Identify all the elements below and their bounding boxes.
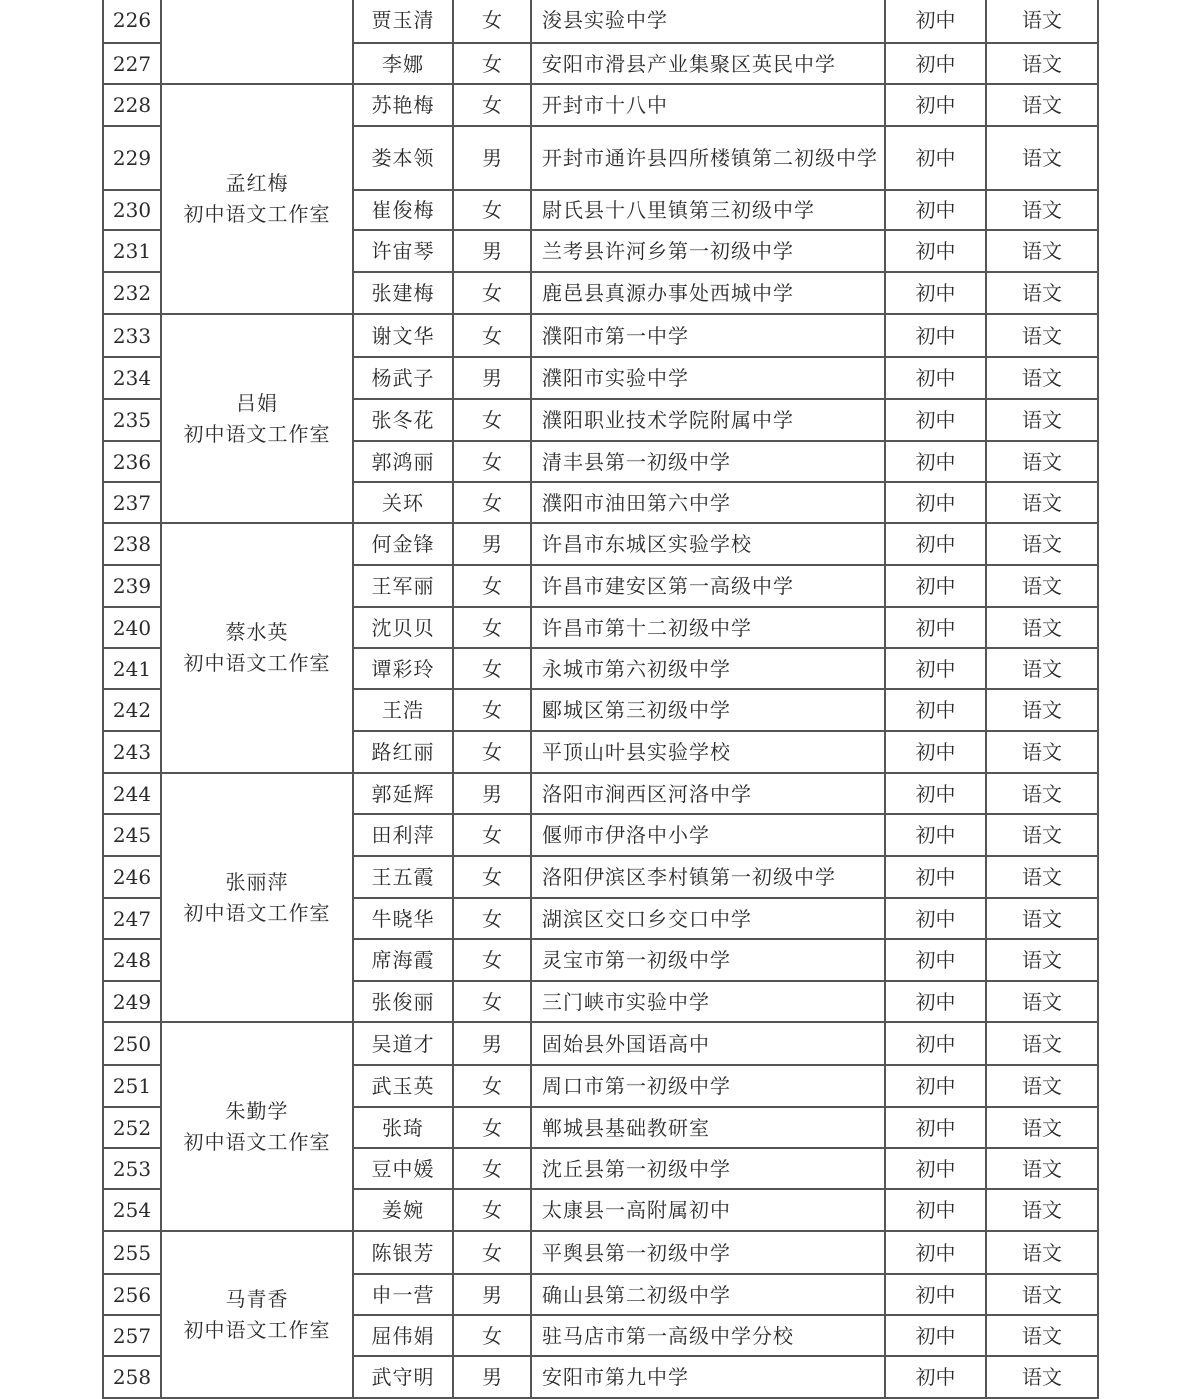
- member-level: 初中: [885, 523, 986, 565]
- member-gender: 女: [453, 1231, 531, 1274]
- member-subject: 语文: [986, 1189, 1098, 1231]
- studio-cell: [161, 1022, 353, 1231]
- member-gender: 女: [453, 898, 531, 939]
- member-school: 沈丘县第一初级中学: [531, 1148, 885, 1189]
- member-subject: 语文: [986, 856, 1098, 898]
- member-subject: 语文: [986, 731, 1098, 773]
- studio-cell: [161, 84, 353, 314]
- member-name: 许宙琴: [353, 230, 453, 272]
- member-gender: 男: [453, 126, 531, 190]
- member-school: 许昌市东城区实验学校: [531, 523, 885, 565]
- member-gender: 女: [453, 1107, 531, 1148]
- member-school: 浚县实验中学: [531, 0, 885, 43]
- studio-cell: [161, 773, 353, 1022]
- member-school: 郸城县基础教研室: [531, 1107, 885, 1148]
- member-gender: 女: [453, 84, 531, 126]
- member-name: 武玉英: [353, 1065, 453, 1107]
- table-row: [103, 314, 1098, 357]
- studio-leader: 吕娟: [236, 390, 278, 415]
- row-number: 237: [103, 482, 161, 523]
- member-name: 郭延辉: [353, 773, 453, 814]
- member-school: 灵宝市第一初级中学: [531, 939, 885, 981]
- member-school: 开封市十八中: [531, 84, 885, 126]
- member-school: 平舆县第一初级中学: [531, 1231, 885, 1274]
- table-row: [103, 84, 1098, 126]
- member-subject: 语文: [986, 84, 1098, 126]
- studio-leader: 张丽萍: [225, 869, 289, 894]
- member-gender: 男: [453, 773, 531, 814]
- member-gender: 女: [453, 399, 531, 441]
- studio-title: 初中语文工作室: [183, 202, 331, 226]
- member-name: 谭彩玲: [353, 648, 453, 689]
- row-number: 253: [103, 1148, 161, 1189]
- member-school: 永城市第六初级中学: [531, 648, 885, 689]
- member-level: 初中: [885, 1315, 986, 1356]
- member-level: 初中: [885, 482, 986, 523]
- member-gender: 女: [453, 1315, 531, 1356]
- member-school: 濮阳市实验中学: [531, 357, 885, 399]
- row-number: 247: [103, 898, 161, 939]
- member-subject: 语文: [986, 126, 1098, 190]
- member-name: 张建梅: [353, 272, 453, 314]
- member-name: 王军丽: [353, 565, 453, 607]
- table-row: [103, 523, 1098, 565]
- member-level: 初中: [885, 84, 986, 126]
- member-level: 初中: [885, 856, 986, 898]
- row-number: 255: [103, 1231, 161, 1274]
- member-level: 初中: [885, 441, 986, 482]
- member-gender: 女: [453, 981, 531, 1022]
- member-name: 郭鸿丽: [353, 441, 453, 482]
- member-level: 初中: [885, 126, 986, 190]
- member-gender: 女: [453, 648, 531, 689]
- member-gender: 女: [453, 43, 531, 84]
- member-subject: 语文: [986, 482, 1098, 523]
- member-level: 初中: [885, 981, 986, 1022]
- member-gender: 女: [453, 272, 531, 314]
- member-gender: 女: [453, 314, 531, 357]
- member-name: 张琦: [353, 1107, 453, 1148]
- member-school: 洛阳伊滨区李村镇第一初级中学: [531, 856, 885, 898]
- member-gender: 男: [453, 1274, 531, 1315]
- member-subject: 语文: [986, 814, 1098, 856]
- member-gender: 男: [453, 230, 531, 272]
- row-number: 230: [103, 190, 161, 230]
- member-school: 洛阳市涧西区河洛中学: [531, 773, 885, 814]
- member-gender: 女: [453, 731, 531, 773]
- studio-cell: [161, 523, 353, 773]
- member-school: 鹿邑县真源办事处西城中学: [531, 272, 885, 314]
- member-subject: 语文: [986, 523, 1098, 565]
- member-school: 许昌市第十二初级中学: [531, 607, 885, 648]
- member-gender: 男: [453, 1356, 531, 1398]
- member-school: 偃师市伊洛中小学: [531, 814, 885, 856]
- member-subject: 语文: [986, 1274, 1098, 1315]
- member-subject: 语文: [986, 607, 1098, 648]
- member-subject: 语文: [986, 1356, 1098, 1398]
- member-level: 初中: [885, 272, 986, 314]
- member-school: 安阳市滑县产业集聚区英民中学: [531, 43, 885, 84]
- member-level: 初中: [885, 689, 986, 731]
- row-number: 249: [103, 981, 161, 1022]
- roster-table: [102, 0, 1099, 1399]
- member-school: 濮阳市第一中学: [531, 314, 885, 357]
- member-name: 李娜: [353, 43, 453, 84]
- member-subject: 语文: [986, 1148, 1098, 1189]
- member-subject: 语文: [986, 43, 1098, 84]
- member-gender: 女: [453, 939, 531, 981]
- member-subject: 语文: [986, 314, 1098, 357]
- member-gender: 男: [453, 1022, 531, 1065]
- member-level: 初中: [885, 399, 986, 441]
- member-name: 席海霞: [353, 939, 453, 981]
- row-number: 239: [103, 565, 161, 607]
- member-name: 吴道才: [353, 1022, 453, 1065]
- row-number: 242: [103, 689, 161, 731]
- member-name: 姜婉: [353, 1189, 453, 1231]
- studio-leader: 孟红梅: [225, 171, 289, 195]
- row-number: 234: [103, 357, 161, 399]
- row-number: 231: [103, 230, 161, 272]
- row-number: 254: [103, 1189, 161, 1231]
- member-name: 贾玉清: [353, 0, 453, 43]
- row-number: 251: [103, 1065, 161, 1107]
- member-level: 初中: [885, 43, 986, 84]
- table-row: [103, 1231, 1098, 1274]
- member-gender: 女: [453, 565, 531, 607]
- row-number: 233: [103, 314, 161, 357]
- member-level: 初中: [885, 731, 986, 773]
- member-subject: 语文: [986, 0, 1098, 43]
- member-school: 驻马店市第一高级中学分校: [531, 1315, 885, 1356]
- member-school: 郾城区第三初级中学: [531, 689, 885, 731]
- member-gender: 女: [453, 856, 531, 898]
- member-gender: 女: [453, 689, 531, 731]
- member-school: 确山县第二初级中学: [531, 1274, 885, 1315]
- member-subject: 语文: [986, 190, 1098, 230]
- studio-cell: [161, 1231, 353, 1398]
- member-level: 初中: [885, 814, 986, 856]
- row-number: 258: [103, 1356, 161, 1398]
- row-number: 229: [103, 126, 161, 190]
- member-subject: 语文: [986, 565, 1098, 607]
- table-row: [103, 0, 1098, 43]
- member-name: 田利萍: [353, 814, 453, 856]
- studio-cell: [161, 314, 353, 523]
- member-name: 何金锋: [353, 523, 453, 565]
- member-level: 初中: [885, 648, 986, 689]
- member-level: 初中: [885, 230, 986, 272]
- member-level: 初中: [885, 565, 986, 607]
- member-gender: 男: [453, 357, 531, 399]
- table-row: [103, 1022, 1098, 1065]
- member-school: 周口市第一初级中学: [531, 1065, 885, 1107]
- member-gender: 女: [453, 814, 531, 856]
- member-level: 初中: [885, 1022, 986, 1065]
- member-level: 初中: [885, 939, 986, 981]
- member-level: 初中: [885, 1189, 986, 1231]
- member-subject: 语文: [986, 939, 1098, 981]
- studio-title: 初中语文工作室: [183, 1129, 331, 1154]
- member-school: 太康县一高附属初中: [531, 1189, 885, 1231]
- member-name: 张俊丽: [353, 981, 453, 1022]
- member-gender: 男: [453, 523, 531, 565]
- row-number: 250: [103, 1022, 161, 1065]
- row-number: 256: [103, 1274, 161, 1315]
- member-level: 初中: [885, 0, 986, 43]
- member-school: 固始县外国语高中: [531, 1022, 885, 1065]
- member-subject: 语文: [986, 357, 1098, 399]
- member-level: 初中: [885, 1274, 986, 1315]
- member-name: 牛晓华: [353, 898, 453, 939]
- member-level: 初中: [885, 1148, 986, 1189]
- row-number: 252: [103, 1107, 161, 1148]
- member-subject: 语文: [986, 1065, 1098, 1107]
- member-subject: 语文: [986, 981, 1098, 1022]
- member-name: 谢文华: [353, 314, 453, 357]
- member-school: 兰考县许河乡第一初级中学: [531, 230, 885, 272]
- member-name: 王浩: [353, 689, 453, 731]
- member-subject: 语文: [986, 1107, 1098, 1148]
- member-name: 屈伟娟: [353, 1315, 453, 1356]
- member-name: 武守明: [353, 1356, 453, 1398]
- member-level: 初中: [885, 1107, 986, 1148]
- member-level: 初中: [885, 607, 986, 648]
- studio-leader: 马青香: [225, 1286, 289, 1311]
- member-gender: 女: [453, 190, 531, 230]
- member-name: 王五霞: [353, 856, 453, 898]
- row-number: 244: [103, 773, 161, 814]
- member-gender: 女: [453, 441, 531, 482]
- row-number: 227: [103, 43, 161, 84]
- row-number: 248: [103, 939, 161, 981]
- member-gender: 女: [453, 607, 531, 648]
- member-level: 初中: [885, 314, 986, 357]
- member-subject: 语文: [986, 272, 1098, 314]
- member-gender: 女: [453, 1148, 531, 1189]
- member-level: 初中: [885, 898, 986, 939]
- member-school: 三门峡市实验中学: [531, 981, 885, 1022]
- studio-leader: 朱勤学: [225, 1098, 289, 1123]
- studio-title: 初中语文工作室: [183, 900, 331, 925]
- member-name: 陈银芳: [353, 1231, 453, 1274]
- studio-leader: 蔡水英: [225, 620, 289, 644]
- member-subject: 语文: [986, 1315, 1098, 1356]
- row-number: 246: [103, 856, 161, 898]
- row-number: 226: [103, 0, 161, 43]
- member-subject: 语文: [986, 441, 1098, 482]
- member-subject: 语文: [986, 773, 1098, 814]
- member-gender: 女: [453, 1189, 531, 1231]
- member-name: 苏艳梅: [353, 84, 453, 126]
- member-name: 杨武子: [353, 357, 453, 399]
- member-subject: 语文: [986, 898, 1098, 939]
- member-school: 濮阳市油田第六中学: [531, 482, 885, 523]
- row-number: 228: [103, 84, 161, 126]
- member-school: 许昌市建安区第一高级中学: [531, 565, 885, 607]
- member-gender: 女: [453, 0, 531, 43]
- row-number: 257: [103, 1315, 161, 1356]
- member-subject: 语文: [986, 1231, 1098, 1274]
- row-number: 238: [103, 523, 161, 565]
- member-school: 湖滨区交口乡交口中学: [531, 898, 885, 939]
- row-number: 232: [103, 272, 161, 314]
- member-level: 初中: [885, 1065, 986, 1107]
- member-subject: 语文: [986, 230, 1098, 272]
- row-number: 243: [103, 731, 161, 773]
- member-school: 安阳市第九中学: [531, 1356, 885, 1398]
- member-name: 娄本领: [353, 126, 453, 190]
- member-gender: 女: [453, 1065, 531, 1107]
- row-number: 236: [103, 441, 161, 482]
- member-subject: 语文: [986, 1022, 1098, 1065]
- studio-title: 初中语文工作室: [183, 1317, 331, 1342]
- member-school: 濮阳职业技术学院附属中学: [531, 399, 885, 441]
- member-name: 沈贝贝: [353, 607, 453, 648]
- member-name: 申一营: [353, 1274, 453, 1315]
- studio-title: 初中语文工作室: [183, 421, 331, 446]
- studio-title: 初中语文工作室: [183, 651, 331, 675]
- member-subject: 语文: [986, 689, 1098, 731]
- member-subject: 语文: [986, 648, 1098, 689]
- member-school: 平顶山叶县实验学校: [531, 731, 885, 773]
- member-level: 初中: [885, 773, 986, 814]
- member-school: 尉氏县十八里镇第三初级中学: [531, 190, 885, 230]
- member-name: 关环: [353, 482, 453, 523]
- row-number: 241: [103, 648, 161, 689]
- member-name: 崔俊梅: [353, 190, 453, 230]
- member-gender: 女: [453, 482, 531, 523]
- member-name: 张冬花: [353, 399, 453, 441]
- member-school: 开封市通许县四所楼镇第二初级中学: [531, 126, 885, 190]
- member-school: 清丰县第一初级中学: [531, 441, 885, 482]
- member-level: 初中: [885, 357, 986, 399]
- row-number: 240: [103, 607, 161, 648]
- member-name: 路红丽: [353, 731, 453, 773]
- studio-cell: [161, 0, 353, 84]
- member-level: 初中: [885, 1356, 986, 1398]
- row-number: 245: [103, 814, 161, 856]
- member-level: 初中: [885, 190, 986, 230]
- table-row: [103, 773, 1098, 814]
- member-name: 豆中媛: [353, 1148, 453, 1189]
- member-level: 初中: [885, 1231, 986, 1274]
- row-number: 235: [103, 399, 161, 441]
- member-subject: 语文: [986, 399, 1098, 441]
